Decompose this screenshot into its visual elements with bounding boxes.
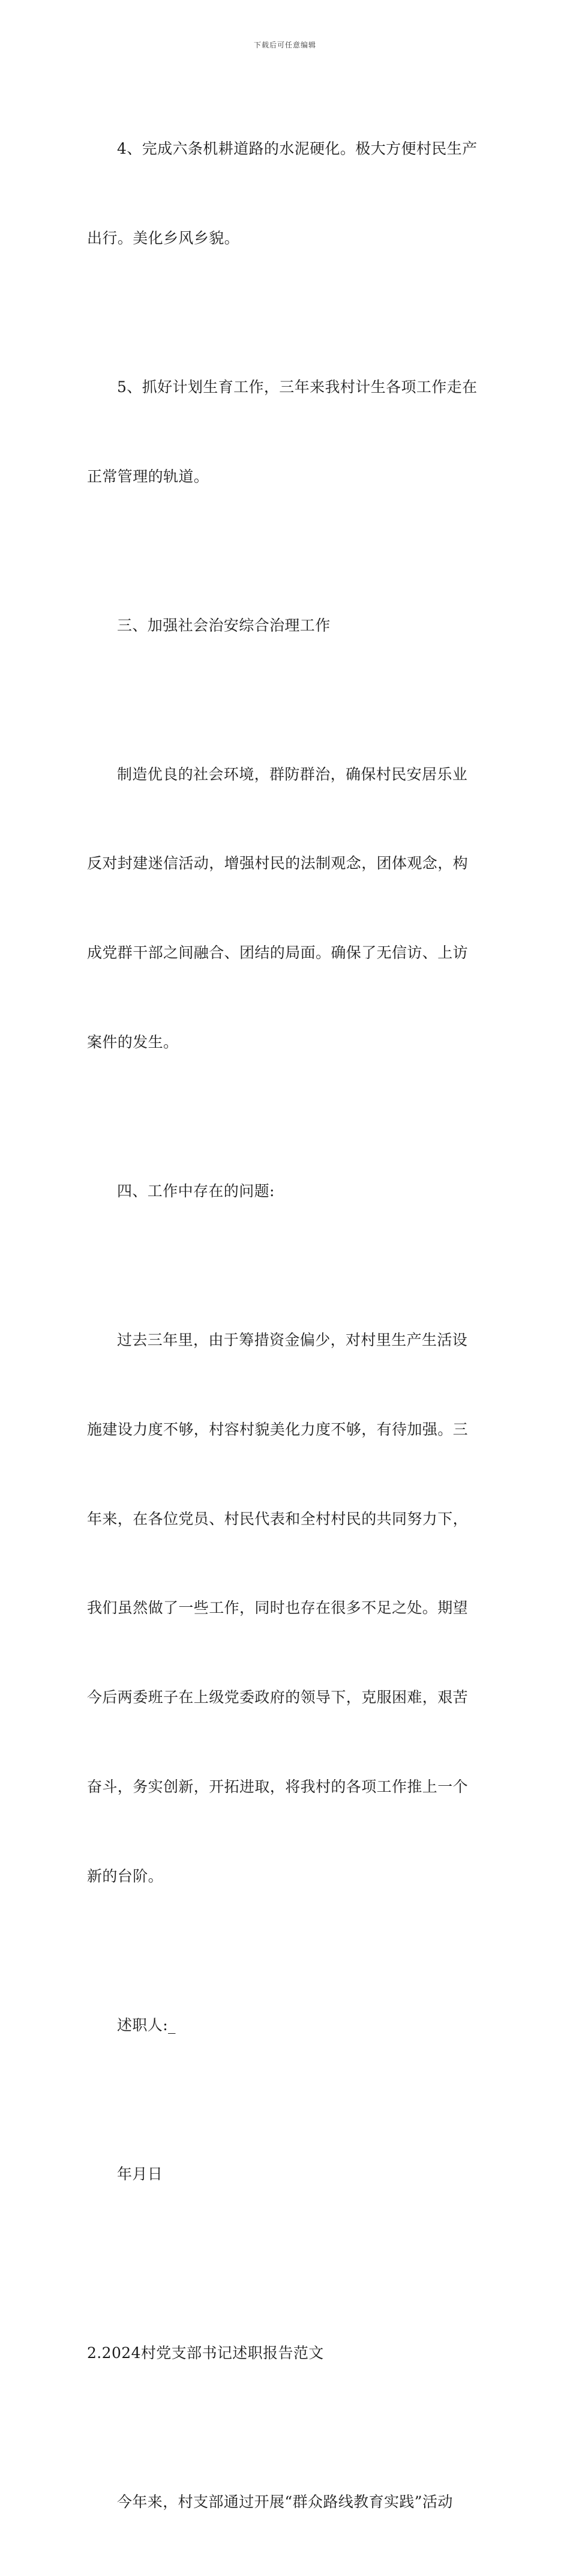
signature-line: 述职人:_	[117, 2016, 176, 2034]
item-4-line-1: 4、完成六条机耕道路的水泥硬化。极大方便村民生产	[117, 140, 478, 158]
section-4-line-5: 今后两委班子在上级党委政府的领导下，克服困难，艰苦	[87, 1689, 469, 1707]
section-4-line-1: 过去三年里，由于筹措资金偏少，对村里生产生活设	[117, 1331, 468, 1349]
section-4-line-7: 新的台阶。	[87, 1867, 164, 1885]
section-3-line-4: 案件的发生。	[87, 1033, 179, 1051]
section-4-line-4: 我们虽然做了一些工作，同时也存在很多不足之处。期望	[87, 1599, 469, 1617]
section-4-heading: 四、工作中存在的问题:	[117, 1182, 275, 1200]
section-3-line-3: 成党群干部之间融合、团结的局面。确保了无信访、上访	[87, 944, 469, 962]
section-4-line-6: 奋斗，务实创新，开拓进取，将我村的各项工作推上一个	[87, 1777, 469, 1795]
section-3-heading: 三、加强社会治安综合治理工作	[117, 616, 331, 634]
item-5-line-1: 5、抓好计划生育工作，三年来我村计生各项工作走在	[117, 378, 478, 396]
item-4-line-2: 出行。美化乡风乡貌。	[87, 229, 240, 247]
section-3-paragraph	[87, 700, 486, 1116]
section-spacer	[87, 2248, 486, 2278]
section-3-line-2: 反对封建迷信活动，增强村民的法制观念，团体观念，构	[87, 854, 469, 872]
section-4-line-3: 年来，在各位党员、村民代表和全村村民的共同努力下，	[87, 1510, 469, 1528]
item-4-paragraph	[87, 74, 486, 313]
next-report-paragraph: 今年来，村支部通过开展“群众路线教育实践”活动	[117, 2493, 453, 2511]
date-line: 年月日	[117, 2165, 163, 2183]
item-5-line-2: 正常管理的轨道。	[87, 467, 209, 485]
section-3-line-1: 制造优良的社会环境，群防群治，确保村民安居乐业	[117, 765, 468, 783]
item-5-paragraph	[87, 313, 486, 551]
section-4-line-2: 施建设力度不够，村容村貌美化力度不够，有待加强。三	[87, 1420, 469, 1438]
document-body	[87, 74, 486, 2576]
next-report-title: 2.2024村党支部书记述职报告范文	[87, 2344, 324, 2362]
header-note: 下载后可任意编辑	[253, 41, 316, 49]
section-4-paragraph	[87, 1266, 486, 1951]
